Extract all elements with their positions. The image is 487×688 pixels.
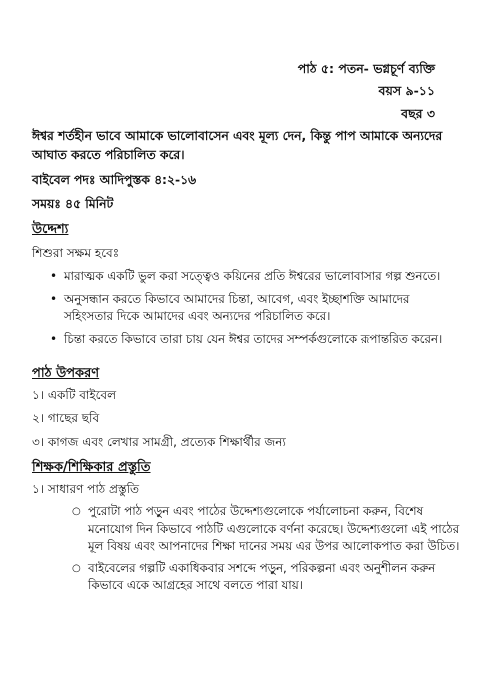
material-item: ১। একটি বাইবেল	[32, 388, 117, 402]
preparation-general: ১। সাধারণ পাঠ প্রস্তুতি	[32, 482, 140, 496]
preparation-list	[72, 503, 462, 599]
objectives-list	[50, 268, 450, 353]
objective-item: • মারাত্মক একটি ভুল করা সত্ত্বেও কয়িনের প্রতি ঈশ্বরের ভালোবাসার গল্প শুনতে।	[50, 268, 450, 286]
preparation-item: ○ বাইবেলের গল্পটি একাধিকবার সশব্দে পড়ুন, পরিকল্পনা এবং অনুশীলন করুন কিভাবে একে আগ্রহের সাথে বলতে পারা যায়।	[72, 560, 462, 595]
lesson-title: পাঠ ৫: পতন- ভগ্নচূর্ণ ব্যক্তি	[297, 61, 435, 76]
objectives-intro: শিশুরা সক্ষম হবেঃ	[32, 246, 120, 260]
material-item: ২। গাছের ছবি	[32, 411, 100, 425]
material-item: ৩। কাগজ এবং লেখার সামগ্রী, প্রত্যেক শিক্ষার্থীর জন্য	[32, 435, 286, 449]
preparation-item: ○ পুরোটা পাঠ পড়ুন এবং পাঠের উদ্দেশ্যগুলোকে পর্যালোচনা করুন, বিশেষ মনোযোগ দিন কিভাবে পাঠটি এগুলোকে বর্ণনা করেছে। উদ্দেশ্যগুলো এই পাঠের মূল বিষয় এবং আপনাদের শিক্ষা দানের সময় এর উপর আলোকপাত করা উচিত।	[72, 503, 462, 556]
lesson-time: সময়ঃ ৪৫ মিনিট	[32, 197, 114, 211]
preparation-heading: শিক্ষক/শিক্ষিকার প্রস্তুতি	[32, 460, 151, 475]
age-range: বয়স ৯-১১	[378, 83, 435, 98]
bible-verse: বাইবেল পদঃ আদিপুস্তক ৪:২-১৬	[32, 173, 197, 187]
objectives-heading: উদ্দেশ্য	[32, 222, 69, 237]
objective-item: • অনুসন্ধান করতে কিভাবে আমাদের চিন্তা, আবেগ, এবং ইচ্ছাশক্তি আমাদের সহিংসতার দিকে আমাদের এবং অন্যদের পরিচালিত করে।	[50, 291, 450, 326]
materials-heading: পাঠ উপকরণ	[32, 366, 100, 381]
lead-statement: ঈশ্বর শর্তহীন ভাবে আমাকে ভালোবাসেন এবং মূল্য দেন, কিন্তু পাপ আমাকে অন্যদের আঘাত করতে পরিচালিত করে।	[32, 129, 443, 162]
year-label: বছর ৩	[401, 106, 435, 121]
objective-item: • চিন্তা করতে কিভাবে তারা চায় যেন ঈশ্বর তাদের সম্পর্কগুলোকে রূপান্তরিত করেন।	[50, 331, 450, 349]
